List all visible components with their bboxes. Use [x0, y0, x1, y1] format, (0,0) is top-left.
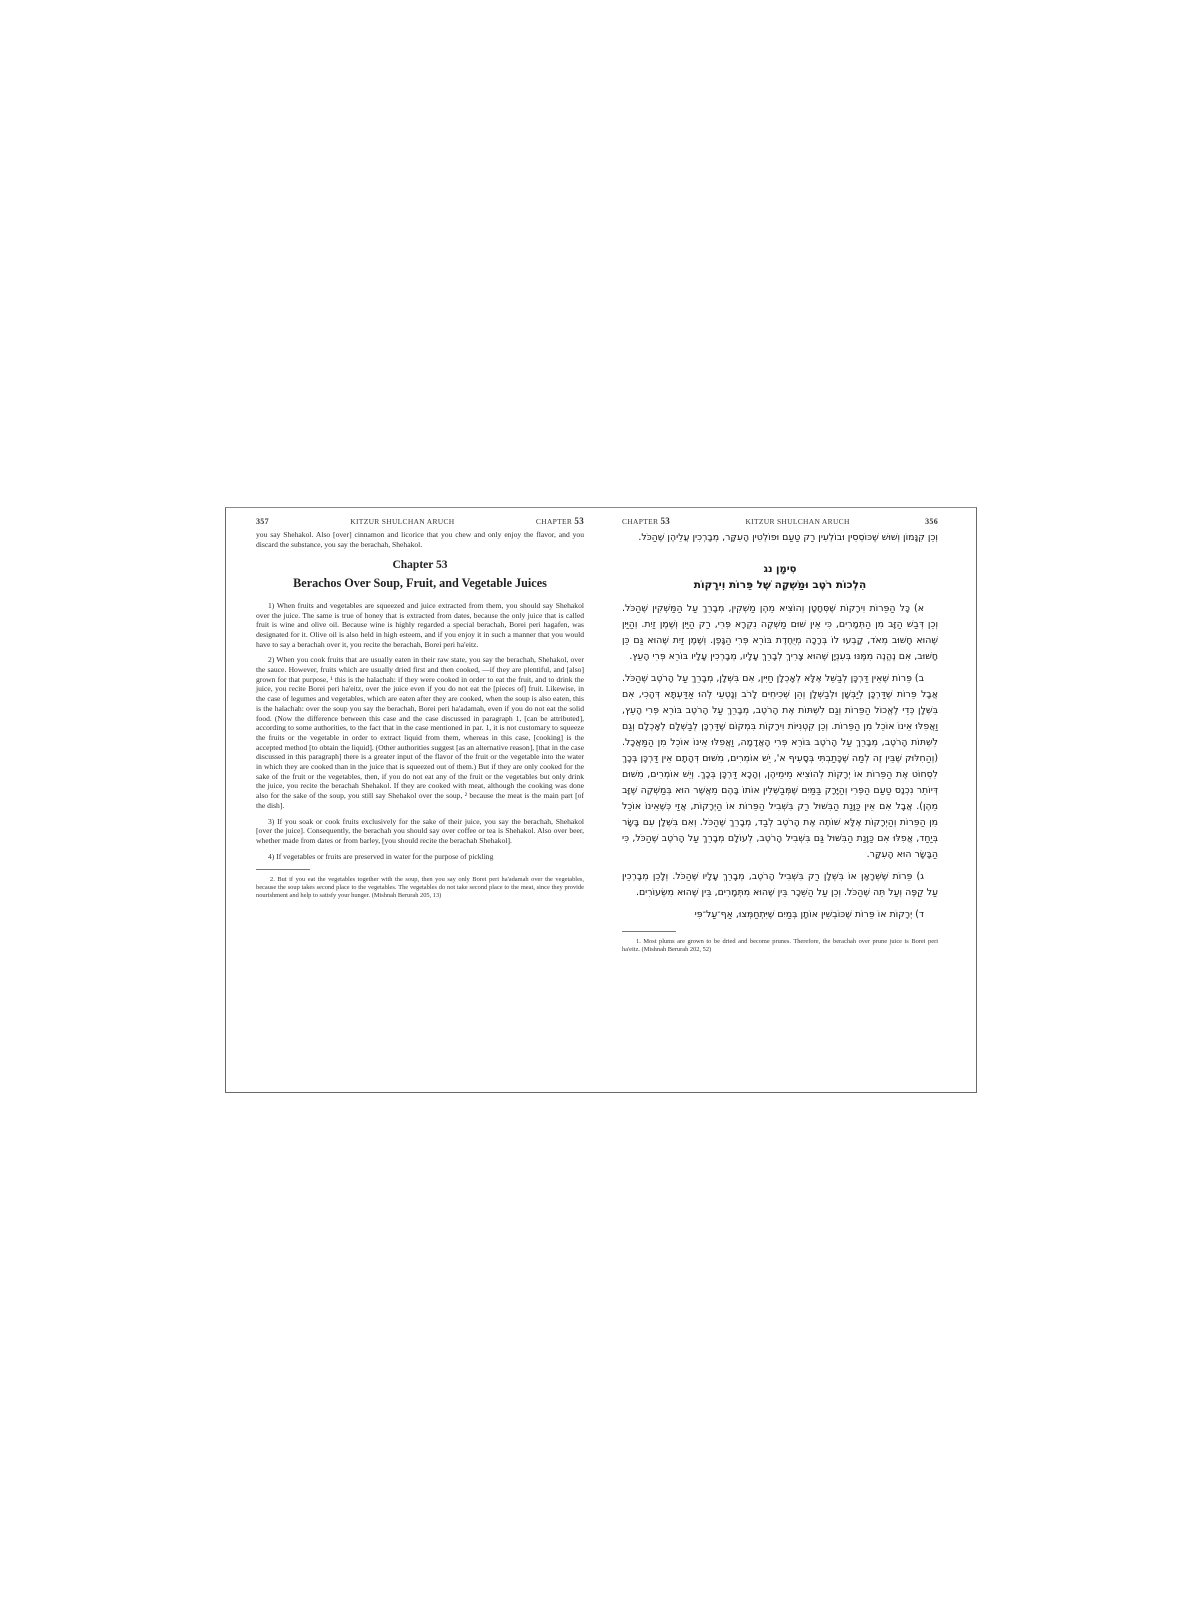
siman-heading: סִימָן נג: [763, 564, 797, 575]
paragraph-4: 4) If vegetables or fruits are preserved in water for the purpose of pickling: [268, 851, 494, 861]
chapter-title: Berachos Over Soup, Fruit, and Vegetable Juices: [293, 576, 547, 591]
book-title: KITZUR SHULCHAN ARUCH: [350, 517, 455, 526]
seif-aleph: א) כָּל הַפֵּרוֹת וִירָקוֹת שֶׁסְּחָטָן וְהוֹצִיא מֵהֶן מַשְׁקִין, מְבָרֵךְ עַל הַמַּשְׁקִין שֶׁהַכֹּל. וְכֵן דְּבַשׁ הַזָּב מִן הַתְּמָרִים, כִּי אֵין שׁוּם מַשְׁקֶה נִקְרָא פְּרִי, רַק הַיַּיִן וְשֶׁמֶן זַיִת. וְהַיַּיִן שֶׁהוּא חָשׁוּב מְאֹד, קָבְעוּ לוֹ בְּרָכָה מְיֻחֶדֶת בּוֹרֵא פְּרִי הַגָּפֶן. וְשֶׁמֶן זַיִת שֶׁהוּא גַּם כֵּן חָשׁוּב, אִם נֶהֱנֶה מִמֶּנּוּ בְּעִנְיָן שֶׁהוּא צָרִיךְ לְבָרֵךְ עָלָיו, מְבָרְכִין עָלָיו בּוֹרֵא פְּרִי הָעֵץ.: [622, 603, 938, 662]
chapter-label: CHAPTER 53: [622, 516, 671, 526]
paragraph-1: 1) When fruits and vegetables are squeezed and juice extracted from them, you should say Shehakol over the juice. The same is true of honey that is extracted from dates, because the only juice that is called fruit is wine and olive oil. Because wine is highly regarded a special berachah, Borei peri hagafen, was designated for it. Olive oil is also held in high esteem, and if you enjoy it in such a manner that you would have to say a berachah over it, you recite the berachah, Borei peri ha'eitz.: [256, 600, 584, 649]
footnote-divider: [622, 931, 676, 932]
continuation-text: you say Shehakol. Also [over] cinnamon and licorice that you chew and only enjoy the flavor, and you discard the substance, you say the berachah, Shehakol.: [256, 530, 584, 549]
continuation-text: וְכֵן קִנָּמוֹן וְשׁוּשׁ שֶׁכּוֹסְסִין וּבוֹלְעִין רַק טַעַם וּפוֹלְטִין הָעִקָּר, מְבָרְכִין עֲלֵיהֶן שֶׁהַכֹּל.: [638, 532, 938, 543]
footnote: 2. But if you eat the vegetables together with the soup, then you say only Borei peri ha'adamah over the vegetables, because the soup takes second place to the vegetables. The vegetables do not take second place to the meat, since they provide nourishment and help to satisfy your hunger. (Mishnah Berurah 205, 13): [256, 876, 584, 900]
seif-beis: ב) פֵּרוֹת שֶׁאֵין דַּרְכָּן לְבַשֵּׁל אֶלָּא לְאָכְלָן חַיִּין, אִם בִּשְּׁלָן, מְבָרֵךְ עַל הָרֹטֶב שֶׁהַכֹּל. אֲבָל פֵּרוֹת שֶׁדַּרְכָּן לְיַבְּשָׁן וּלְבַשְּׁלָן וְהֵן שְׁכִיחִים לָרֹב וְנָטְעֵי לְהוּ אַדַּעְתָּא דְּהָכִי, אִם בִּשְּׁלָן כְּדֵי לֶאֱכוֹל הַפֵּרוֹת וְגַם לִשְׁתּוֹת אֶת הָרֹטֶב, מְבָרֵךְ עַל הָרֹטֶב בּוֹרֵא פְּרִי הָעֵץ, וַאֲפִלּוּ אֵינוֹ אוֹכֵל מִן הַפֵּרוֹת. וְכֵן קִטְנִיּוֹת וִירָקוֹת בִּמְקוֹם שֶׁדַּרְכָּן לְבַשְּׁלָם לְאָכְלָם וְגַם לִשְׁתּוֹת הָרֹטֶב, מְבָרֵךְ עַל הָרֹטֶב בּוֹרֵא פְּרִי הָאֲדָמָה, וַאֲפִלּוּ אֵינוֹ אוֹכֵל מִן הַמַּאֲכָל. (וְהַחִלּוּק שֶׁבֵּין זֶה לְמַה שֶּׁכָּתַבְתִּי בְּסָעִיף א', יֵשׁ אוֹמְרִים, מִשּׁוּם דְּהָתָם אֵין דַּרְכָּן בְּכָךְ לִסְחוֹט אֶת הַפֵּרוֹת אוֹ יְרָקוֹת לְהוֹצִיא מֵימֵיהֶן, וְהָכָא דַּרְכָּן בְּכָךְ. וְיֵשׁ אוֹמְרִים, מִשּׁוּם דְּיוֹתֵר נִכְנָס טַעַם הַפְּרִי וְהַיָּרָק בַּמַּיִם שֶׁמְּבַשְּׁלִין אוֹתוֹ בָּהֶם מֵאֲשֶׁר הוּא בְּמַשְׁקֶה שֶׁזָּב מֵהֶן). אֲבָל אִם אֵין כַּוָּנַת הַבִּשּׁוּל רַק בִּשְׁבִיל הַפֵּרוֹת אוֹ הַיְרָקוֹת, אֲזַי כְּשֶׁאֵינוֹ אוֹכֵל מִן הַפֵּרוֹת וְהַיְרָקוֹת אֶלָּא שׁוֹתֶה אֶת הָרֹטֶב לְבַד, מְבָרֵךְ שֶׁהַכֹּל. וְאִם בִּשְּׁלָן עִם בָּשָׂר בְּיַחַד, אֲפִלּוּ אִם כַּוָּנַת הַבִּשּׁוּל גַּם בִּשְׁבִיל הָרֹטֶב, לְעוֹלָם מְבָרֵךְ עַל הָרֹטֶב שֶׁהַכֹּל, כִּי הַבָּשָׂר הוּא הָעִקָּר.: [622, 673, 938, 860]
paragraph-3: 3) If you soak or cook fruits exclusively for the sake of their juice, you say the berachah, Shehakol [over the juice]. Consequently, the berachah you should say over coffee or tea is Shehakol. Also over beer, whether made from dates or from barley, [you should recite the berachah Shehakol].: [256, 816, 584, 845]
chapter-heading: Chapter 53: [392, 559, 448, 572]
seif-daled: ד) יְרָקוֹת אוֹ פֵּרוֹת שֶׁכּוֹבְשִׁין אוֹתָן בְּמַיִם שֶׁיִּתְחַמְּצוּ, אַף־עַל־פִּי: [694, 909, 924, 920]
footnote: 1. Most plums are grown to be dried and become prunes. Therefore, the berachah over prune juice is Borei peri ha'eitz. (Mishnah Berurah 202, 52): [622, 938, 938, 953]
halachos-title: הִלְכוֹת רֹטֶב וּמַשְׁקֶה שֶׁל פֵּרוֹת וִירָקוֹת: [693, 579, 867, 591]
english-body: [256, 530, 584, 861]
hebrew-paragraphs: [622, 601, 938, 923]
hebrew-body: [622, 530, 938, 546]
right-page: [602, 508, 976, 1092]
paragraph-2: 2) When you cook fruits that are usually eaten in their raw state, you say the berachah, Shehakol, over the sauce. However, fruits which are usually dried first and then cooked, —if they are plentiful, and [also] grown for that purpose, ¹ this is the halachah: if they were cooked in order to eat the fruit, and to drink the juice, you recite Borei peri ha'eitz, over the juice even if you do not eat the [pieces of] fruit. Likewise, in the case of legumes and vegetables, which are eaten after they are cooked, when the soup is also eaten, this is the halachah: over the soup you say the berachah, Borei peri ha'adamah, even if you do not eat the solid food. (Now the difference between this case and the case discussed in paragraph 1, [can be attributed], according to some authorities, to the fact that in the case mentioned in par. 1, it is not customary to squeeze the fruits or the vegetable in order to extract liquid from them, whereas in this case, [cooking] is the accepted method [to obtain the liquid]. (Other authorities suggest [as an alternative reason], [that in the case discussed in this paragraph] there is a greater input of the flavor of the fruit or the vegetable into the water in which they are cooked than in the juice that is squeezed out of them.) But if they are only cooked for the sake of the fruit or the vegetables, then, if you do not eat any of the fruit or the vegetables but only drink the juice, you recite the berachah Shehakol. If they are cooked with meat, although the cooking was done also for the sake of the soup, you still say Shehakol over the soup, ² because the meat is the main part [of the dish].: [256, 655, 584, 810]
running-head-left: [256, 516, 584, 530]
running-head-right: [622, 516, 938, 530]
chapter-label: CHAPTER 53: [535, 516, 584, 526]
book-spread: [225, 507, 977, 1093]
page-number: 357: [256, 517, 269, 526]
page-number: 356: [925, 517, 938, 526]
footnote-divider: [256, 869, 310, 870]
book-title: KITZUR SHULCHAN ARUCH: [745, 517, 850, 526]
seif-gimmel: ג) פֵּרוֹת שֶׁשְּׁרָאָן אוֹ בִּשְּׁלָן רַק בִּשְׁבִיל הָרֹטֶב, מְבָרֵךְ עָלָיו שֶׁהַכֹּל. וְלָכֵן מְבָרְכִין עַל קַפֶּה וְעַל תֵּה שֶׁהַכֹּל. וְכֵן עַל הַשֵּׁכָר בֵּין שֶׁהוּא מִתְּמָרִים, בֵּין שֶׁהוּא מִשְּׂעוֹרִים.: [622, 871, 938, 898]
left-page: [226, 508, 602, 1092]
